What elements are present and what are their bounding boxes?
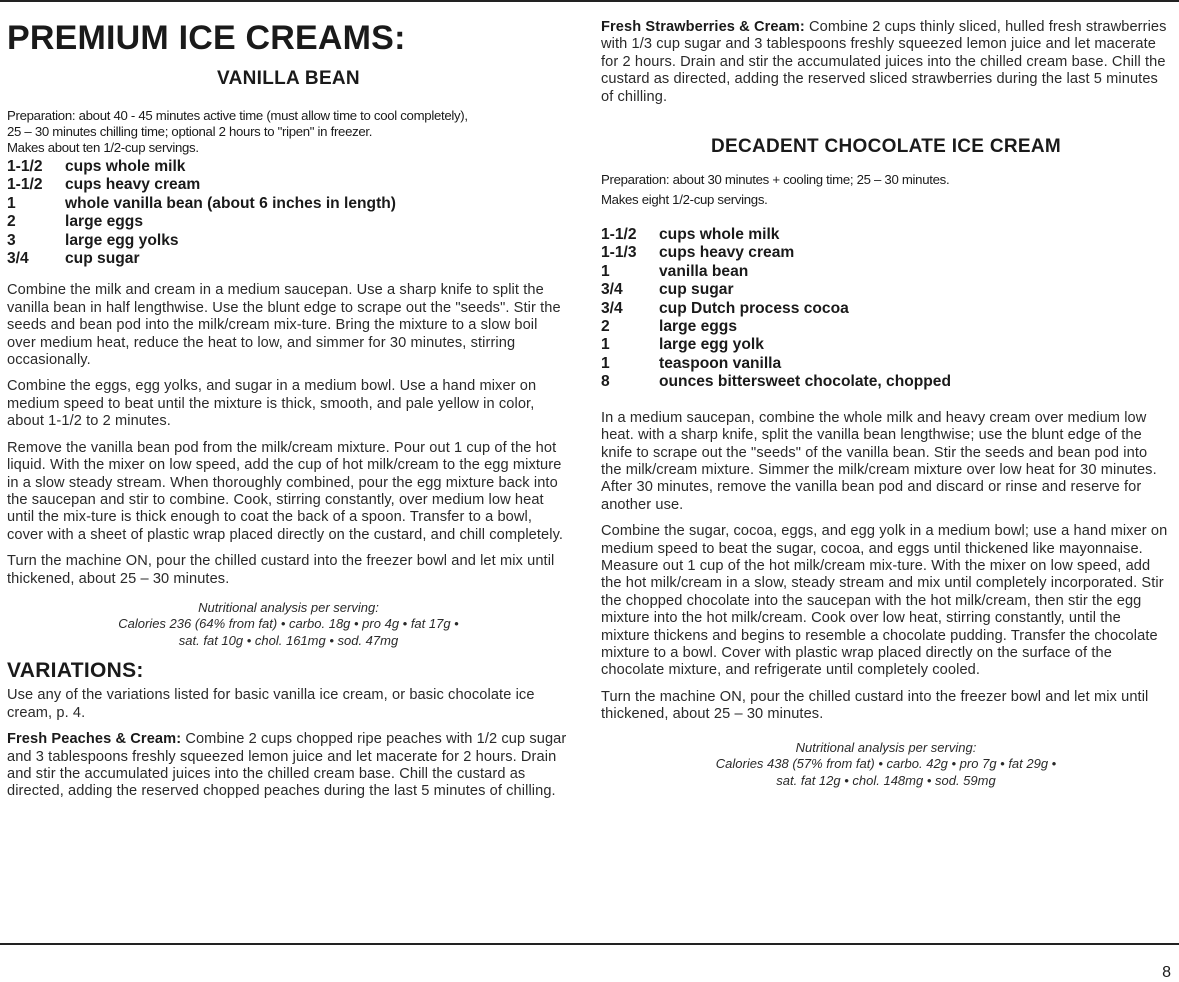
ingredient-row — [7, 195, 396, 213]
nutrition-line: sat. fat 12g • chol. 148mg • sod. 59mg — [776, 772, 996, 788]
chocolate-ingredients — [601, 226, 951, 392]
ingredient-row — [601, 355, 951, 373]
nutrition-line: Calories 438 (57% from fat) • carbo. 42g • pro 7g • fat 29g • — [715, 756, 1057, 772]
ingredient-item: whole vanilla bean (about 6 inches in length) — [65, 194, 396, 212]
ingredient-qty: 3/4 — [7, 250, 29, 268]
ingredient-qty: 1 — [601, 336, 610, 354]
ingredient-item: large eggs — [659, 318, 737, 336]
variation-strawberries — [601, 19, 1171, 106]
ingredient-item: vanilla bean — [659, 262, 749, 280]
ingredient-row — [601, 226, 951, 244]
vanilla-prep-line: Makes about ten 1/2-cup servings. — [7, 140, 199, 155]
chocolate-step: Combine the sugar, cocoa, eggs, and egg yolk in a medium bowl; use a hand mixer on medium speed to beat the sugar, cocoa, and eggs until thickened like mayonnaise. Measure out 1 cup of the hot milk/cream mix-ture. With the mixer on low speed, add the hot milk/cream in a slow, steady stream and mix until completely incorporated. Stir the chopped chocolate into the saucepan with the hot milk/cream, then stir the egg mixture into the hot milk/cream. Cook over low heat, stirring constantly, until the mixture thickens and begins to resemble a chocolate pudding. Transfer the chocolate mixture to a bowl. Cover with plastic wrap placed directly on the surface of the chocolate mixture, and refrigerate until completely cooled. — [601, 523, 1168, 679]
ingredient-item: cups whole milk — [65, 158, 186, 175]
vanilla-prep — [7, 108, 570, 156]
ingredient-item: teaspoon vanilla — [659, 354, 782, 372]
ingredient-qty: 1-1/2 — [7, 176, 43, 194]
chocolate-prep-line: Makes eight 1/2-cup servings. — [601, 192, 768, 208]
top-rule — [0, 0, 1179, 2]
vanilla-step: Remove the vanilla bean pod from the milk/cream mixture. Pour out 1 cup of the hot liquid. With the mixer on low speed, add the cup of hot milk/cream to the egg mixture in a slow steady stream. When thoroughly combined, pour the egg mixture back into the saucepan and stir to combine. Cook, stirring constantly, over medium low heat until the mix-ture is thick enough to coat the back of a spoon. Transfer to a bowl, cover with a sheet of plastic wrap placed directly on the custard, and chill completely. — [7, 439, 564, 543]
ingredient-row — [601, 281, 951, 299]
ingredient-qty: 3/4 — [601, 299, 623, 317]
left-column — [7, 6, 570, 810]
variation-strawberries-text: Combine 2 cups thinly sliced, hulled fresh strawberries with 1/3 cup sugar and 3 tablespoons freshly squeezed lemon juice and let macerate for 2 hours. Drain and stir the accumulated juices into the chilled cream base. Chill the custard as directed, adding the reserved sliced strawberries during the last 5 minutes of chilling. — [601, 19, 1167, 105]
page-title: PREMIUM ICE CREAMS: — [7, 19, 406, 57]
chocolate-nutrition — [601, 740, 1171, 790]
ingredient-qty: 2 — [7, 213, 16, 231]
vanilla-recipe-title: VANILLA BEAN — [217, 68, 360, 89]
vanilla-ingredients — [7, 158, 396, 268]
ingredient-qty: 3 — [7, 231, 16, 249]
page-number: 8 — [1162, 964, 1171, 981]
ingredient-item: cups whole milk — [659, 226, 780, 244]
ingredient-item: large egg yolks — [65, 231, 179, 249]
ingredient-qty: 1-1/2 — [601, 226, 637, 244]
ingredient-row — [7, 232, 396, 250]
vanilla-step: Combine the milk and cream in a medium saucepan. Use a sharp knife to split the vanilla bean in half lengthwise. Use the blunt edge to scrape out the "seeds". Stir the seeds and bean pod into the milk/cream mix-ture. Bring the mixture to a slow boil over medium heat, reduce the heat to low, and simmer for 30 minutes, stirring occasionally. — [7, 282, 561, 369]
variations-title: VARIATIONS: — [7, 659, 144, 683]
ingredient-row — [601, 300, 951, 318]
ingredient-row — [601, 318, 951, 336]
nutrition-line: Nutritional analysis per serving: — [795, 739, 977, 755]
vanilla-prep-line: 25 – 30 minutes chilling time; optional 2 hours to "ripen" in freezer. — [7, 124, 373, 139]
ingredient-row — [7, 176, 396, 194]
chocolate-step: In a medium saucepan, combine the whole milk and heavy cream over medium low heat. with a sharp knife, split the vanilla bean lengthwise; use the blunt edge of the knife to scrape out the "seeds" of the vanilla bean. Stir the seeds and bean pod into the milk/cream mixture. Simmer the milk/cream mixture over low heat for 30 minutes. After 30 minutes, remove the vanilla bean pod and discard or rinse and reserve for another use. — [601, 409, 1157, 513]
ingredient-row — [7, 158, 396, 176]
ingredient-qty: 2 — [601, 318, 610, 336]
chocolate-prep-line: Preparation: about 30 minutes + cooling time; 25 – 30 minutes. — [601, 172, 950, 188]
variations-intro: Use any of the variations listed for basic vanilla ice cream, or basic chocolate ice cream, p. 4. — [7, 687, 535, 721]
ingredient-qty: 1 — [7, 194, 16, 212]
variation-peaches-title: Fresh Peaches & Cream: — [7, 731, 182, 748]
ingredient-item: cup sugar — [659, 281, 734, 299]
right-column — [601, 6, 1171, 797]
chocolate-recipe-title: DECADENT CHOCOLATE ICE CREAM — [710, 136, 1062, 158]
ingredient-qty: 1-1/3 — [601, 244, 637, 262]
ingredient-item: large eggs — [65, 213, 143, 231]
ingredient-item: cups heavy cream — [65, 176, 201, 194]
nutrition-line: sat. fat 10g • chol. 161mg • sod. 47mg — [178, 632, 399, 648]
bottom-rule — [0, 943, 1179, 945]
ingredient-qty: 1-1/2 — [7, 158, 43, 175]
ingredient-item: large egg yolk — [659, 336, 764, 354]
chocolate-prep — [601, 172, 1171, 208]
ingredient-row — [7, 250, 396, 268]
ingredient-item: cups heavy cream — [659, 244, 795, 262]
ingredient-qty: 1 — [601, 354, 610, 372]
vanilla-step: Combine the eggs, egg yolks, and sugar in a medium bowl. Use a hand mixer on medium speed to beat until the mixture is thick, smooth, and pale yellow in color, about 1-1/2 to 2 minutes. — [7, 378, 537, 430]
ingredient-row — [601, 336, 951, 354]
ingredient-qty: 3/4 — [601, 281, 623, 299]
vanilla-step: Turn the machine ON, pour the chilled custard into the freezer bowl and let mix until thickened, about 25 – 30 minutes. — [7, 553, 555, 587]
chocolate-step: Turn the machine ON, pour the chilled custard into the freezer bowl and let mix until thickened, about 25 – 30 minutes. — [601, 688, 1149, 723]
vanilla-nutrition — [7, 600, 570, 650]
ingredient-row — [601, 263, 951, 281]
vanilla-prep-line: Preparation: about 40 - 45 minutes active time (must allow time to cool completely), — [7, 108, 468, 123]
ingredient-qty: 8 — [601, 373, 610, 391]
nutrition-line: Nutritional analysis per serving: — [198, 599, 379, 615]
variation-peaches — [7, 731, 570, 801]
ingredient-row — [601, 244, 951, 262]
variation-strawberries-title: Fresh Strawberries & Cream: — [601, 19, 805, 35]
ingredient-row — [7, 213, 396, 231]
ingredient-item: cup sugar — [65, 250, 140, 268]
nutrition-line: Calories 236 (64% from fat) • carbo. 18g • pro 4g • fat 17g • — [118, 616, 459, 632]
variation-peaches-text: Combine 2 cups chopped ripe peaches with 1/2 cup sugar and 3 tablespoons freshly squeezed lemon juice and let macerate for 2 hours. Drain and stir the accumulated juices into the chilled cream base. Chill the custard as directed, adding the reserved chopped peaches during the last 5 minutes of chilling. — [7, 731, 567, 800]
ingredient-item: ounces bittersweet chocolate, chopped — [659, 373, 952, 391]
ingredient-qty: 1 — [601, 262, 610, 280]
ingredient-item: cup Dutch process cocoa — [659, 299, 849, 317]
ingredient-row — [601, 373, 951, 391]
